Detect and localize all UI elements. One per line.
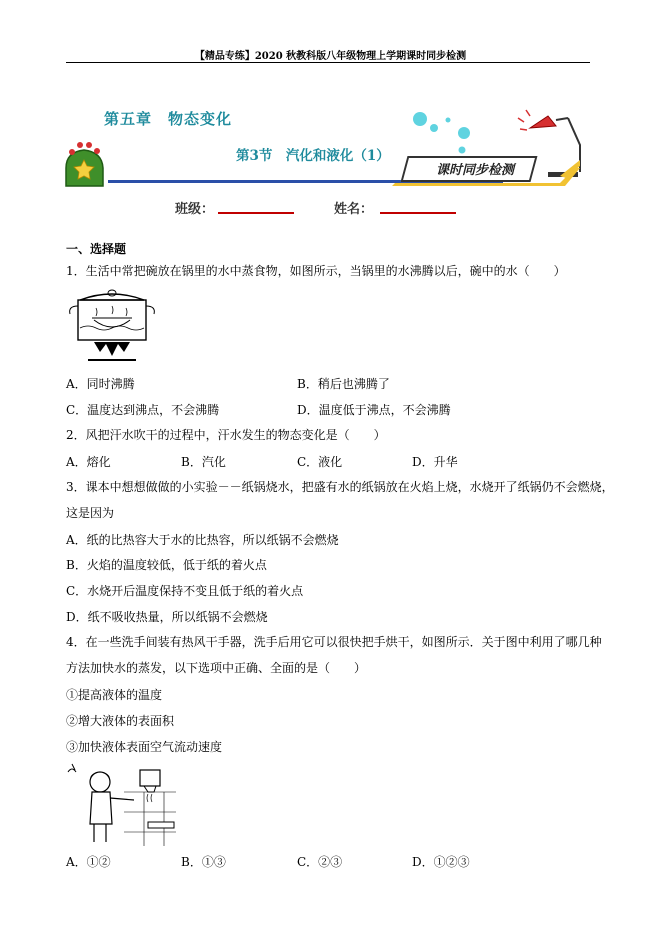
q2-option-a[interactable]: A．熔化 bbox=[66, 455, 111, 469]
question-3-stem-line1: 3．课本中想想做做的小实验－－纸锅烧水，把盛有水的纸锅放在火焰上烧，水烧开了纸锅仍不会燃烧， bbox=[66, 480, 614, 494]
question-3-stem-line2: 这是因为 bbox=[66, 506, 115, 520]
q4-option-b[interactable]: B．①③ bbox=[181, 855, 226, 869]
name-label: 姓名： bbox=[334, 202, 374, 217]
q4-item-3: ③加快液体表面空气流动速度 bbox=[66, 740, 223, 754]
q4-item-2: ②增大液体的表面积 bbox=[66, 714, 175, 728]
q4-option-a[interactable]: A．①② bbox=[66, 855, 111, 869]
class-label: 班级： bbox=[175, 202, 215, 217]
q4-item-1: ①提高液体的温度 bbox=[66, 688, 163, 702]
name-field[interactable] bbox=[380, 212, 456, 214]
q1-option-c[interactable]: C．温度达到沸点，不会沸腾 bbox=[66, 403, 220, 417]
class-field[interactable] bbox=[218, 212, 294, 214]
steaming-pot-figure bbox=[66, 286, 158, 368]
badge-label: 课时同步检测 bbox=[435, 163, 514, 178]
bubble-icon bbox=[413, 112, 427, 126]
hand-dryer-figure bbox=[64, 762, 176, 846]
q3-option-a[interactable]: A．纸的比热容大于水的比热容，所以纸锅不会燃烧 bbox=[66, 533, 339, 547]
q3-option-b[interactable]: B．火焰的温度较低，低于纸的着火点 bbox=[66, 558, 267, 572]
question-2-stem: 2．风把汗水吹干的过程中，汗水发生的物态变化是（ ） bbox=[66, 428, 386, 442]
chapter-title: 第五章 物态变化 bbox=[104, 110, 233, 128]
banner-decoration bbox=[0, 0, 661, 200]
q2-option-d[interactable]: D．升华 bbox=[412, 455, 458, 469]
q4-option-c[interactable]: C．②③ bbox=[297, 855, 343, 869]
q2-option-c[interactable]: C．液化 bbox=[297, 455, 343, 469]
page-header: 【精品专练】2020 秋教科版八年级物理上学期课时同步检测 bbox=[194, 51, 467, 62]
q1-option-d[interactable]: D．温度低于沸点，不会沸腾 bbox=[297, 403, 451, 417]
section-title: 第3节 汽化和液化（1） bbox=[236, 148, 390, 164]
question-4-stem-line1: 4．在一些洗手间装有热风干手器，洗手后用它可以很快把手烘干，如图所示．关于图中利用了哪几种 bbox=[66, 635, 602, 649]
q4-option-d[interactable]: D．①②③ bbox=[412, 855, 470, 869]
q1-option-b[interactable]: B．稍后也沸腾了 bbox=[297, 377, 390, 391]
question-4-stem-line2: 方法加快水的蒸发，以下选项中正确、全面的是（ ） bbox=[66, 661, 367, 675]
star-emblem-icon bbox=[66, 142, 103, 186]
q2-option-b[interactable]: B．汽化 bbox=[181, 455, 226, 469]
section-heading: 一、选择题 bbox=[66, 242, 127, 256]
q3-option-d[interactable]: D．纸不吸收热量，所以纸锅不会燃烧 bbox=[66, 610, 268, 624]
q3-option-c[interactable]: C．水烧开后温度保持不变且低于纸的着火点 bbox=[66, 584, 304, 598]
question-1-stem: 1．生活中常把碗放在锅里的水中蒸食物，如图所示，当锅里的水沸腾以后，碗中的水（ ） bbox=[66, 264, 566, 278]
q1-option-a[interactable]: A．同时沸腾 bbox=[66, 377, 135, 391]
